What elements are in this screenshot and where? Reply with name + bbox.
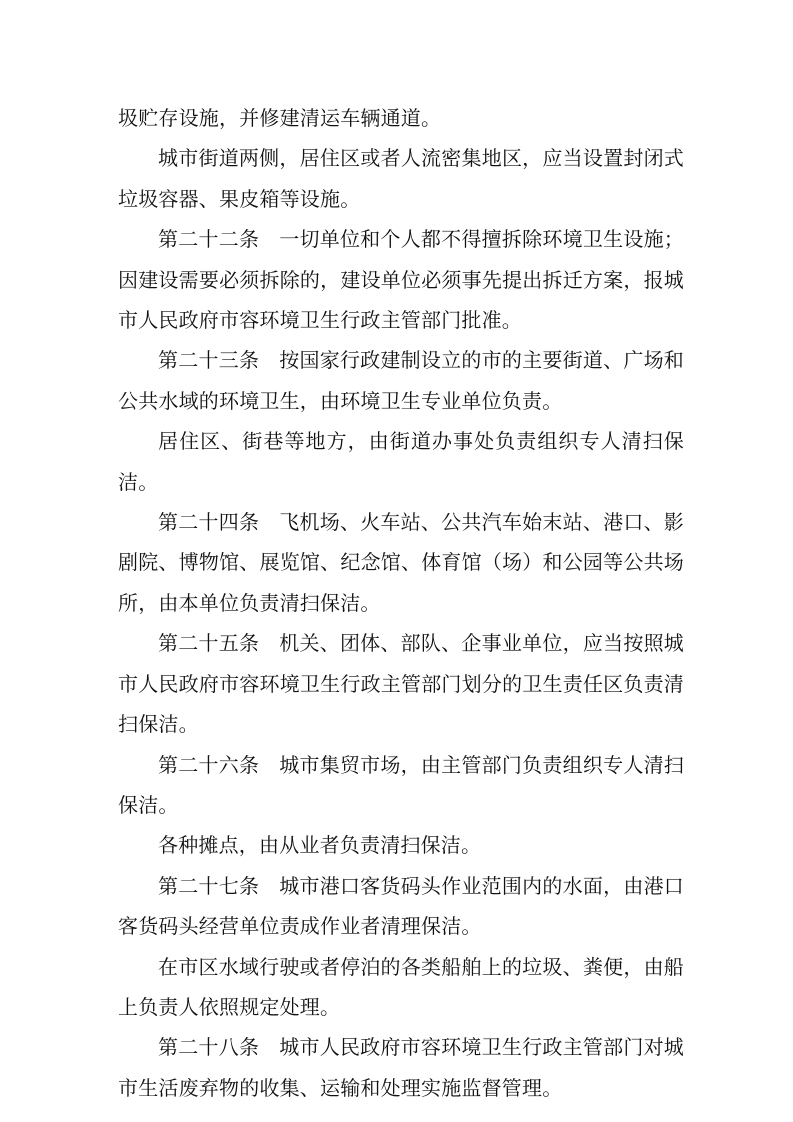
article-number: 第二十二条 <box>158 227 260 252</box>
paragraph <box>118 138 684 219</box>
paragraph-text: 机关、团体、部队、企事业单位，应当按照城市人民政府市容环境卫生行政主管部门划分的卫生责任区负责清扫保洁。 <box>118 631 685 737</box>
article-23 <box>118 340 684 421</box>
article-28 <box>118 1027 684 1108</box>
paragraph <box>118 825 684 865</box>
paragraph-text: 城市港口客货码头作业范围内的水面，由港口客货码头经营单位责成作业者清理保洁。 <box>118 873 685 939</box>
paragraph-text: 城市集贸市场，由主管部门负责组织专人清扫保洁。 <box>118 752 685 817</box>
paragraph-text: 一切单位和个人都不得擅拆除环境卫生设施；因建设需要必须拆除的，建设单位必须事先提出拆迁方案，报城市人民政府市容环境卫生行政主管部门批准。 <box>118 227 685 333</box>
paragraph-text: 圾贮存设施，并修建清运车辆通道。 <box>118 106 442 130</box>
paragraph-text: 按国家行政建制设立的市的主要街道、广场和公共水域的环境卫生，由环境卫生专业单位负责。 <box>118 348 685 413</box>
article-number: 第二十四条 <box>158 510 260 535</box>
paragraph <box>118 947 684 1028</box>
article-number: 第二十六条 <box>158 752 260 777</box>
paragraph-text: 在市区水域行驶或者停泊的各类船舶上的垃圾、粪便，由船上负责人依照规定处理。 <box>118 954 684 1019</box>
article-25 <box>118 623 684 744</box>
paragraph-text: 城市街道两侧，居住区或者人流密集地区，应当设置封闭式垃圾容器、果皮箱等设施。 <box>118 146 684 211</box>
paragraph-text: 飞机场、火车站、公共汽车始末站、港口、影剧院、博物馆、展览馆、纪念馆、体育馆（场）和公园等公共场所，由本单位负责清扫保洁。 <box>118 510 685 615</box>
article-number: 第二十五条 <box>158 631 260 656</box>
article-number: 第二十三条 <box>158 348 260 373</box>
article-number: 第二十八条 <box>158 1035 260 1060</box>
article-number: 第二十七条 <box>158 873 260 898</box>
paragraph-text: 城市人民政府市容环境卫生行政主管部门对城市生活废弃物的收集、运输和处理实施监督管理。 <box>118 1035 685 1100</box>
article-24 <box>118 502 684 623</box>
paragraph-continuation <box>118 98 684 138</box>
article-27 <box>118 866 684 947</box>
document-body <box>118 98 684 1108</box>
paragraph-text: 各种摊点，由从业者负责清扫保洁。 <box>158 833 482 858</box>
article-26 <box>118 745 684 826</box>
paragraph-text: 居住区、街巷等地方，由街道办事处负责组织专人清扫保洁。 <box>118 429 684 494</box>
paragraph <box>118 421 684 502</box>
article-22 <box>118 219 684 340</box>
